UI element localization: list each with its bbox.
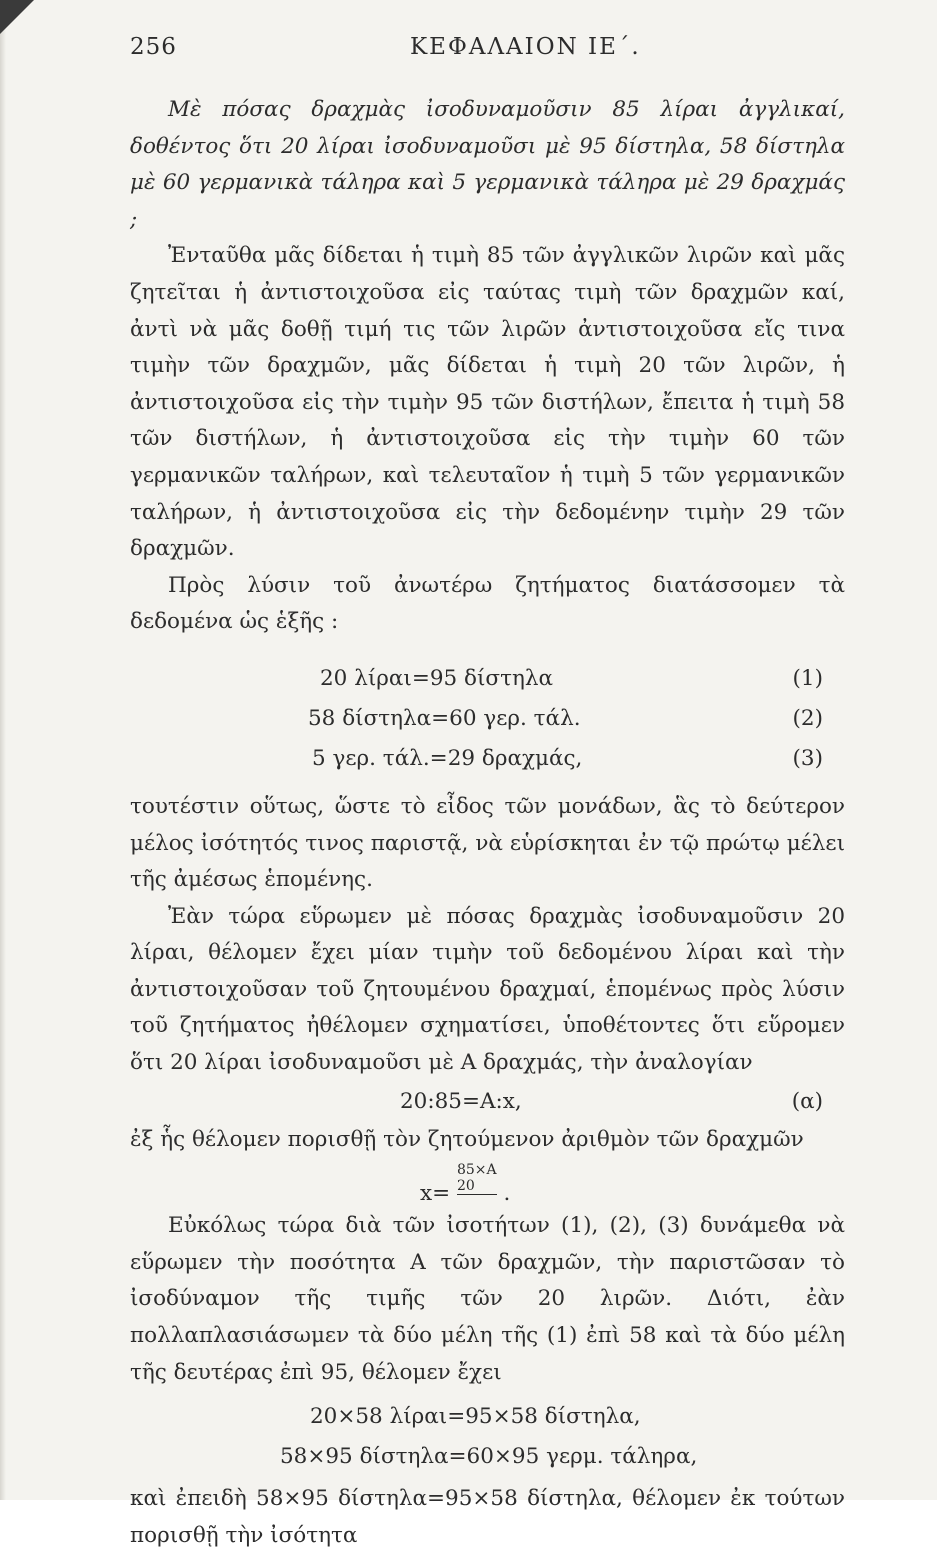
problem-statement: Μὲ πόσας δραχμὰς ἰσοδυναμοῦσιν 85 λίραι ἀγγλικαί, δοθέντος ὅτι 20 λίραι ἰσοδυναμοῦσι μὲ 95 δίστηλα, 58 δίστηλα μὲ 60 γερμανικὰ τάληρα καὶ 5 γερμανικὰ τάληρα μὲ 29 δραχμάς ; [130,97,845,232]
body-text [130,92,845,1554]
equation: 20 λίραι=95 δίστηλα [320,665,554,691]
equation-row [130,699,845,739]
equation-number: (3) [792,745,823,771]
numerator-text: 85×A [456,1162,497,1179]
equation-group [130,659,845,779]
paragraph: Εὐκόλως τώρα διὰ τῶν ἰσοτήτων (1), (2), (3) δυνάμεθα νὰ εὕρωμεν τὴν ποσότητα Α τῶν δραχμῶν, τὴν παριστῶσαν τὸ ἰσοδύναμον τῆς τιμῆς τῶν 20 λιρῶν. Διότι, ἐὰν πολλαπλασιάσωμεν τὰ δύο μέλη τῆς (1) ἐπὶ 58 καὶ τὰ δύο μέλη τῆς δευτέρας ἐπὶ 95, θέλομεν ἔχει [130,1213,845,1385]
equation-row [130,1437,845,1477]
proportion: 20:85=A:x, [400,1088,522,1114]
proportion-row [130,1082,845,1122]
paragraph: καὶ ἐπειδὴ 58×95 δίστηλα=95×58 δίστηλα, θέλομεν ἐκ τούτων πορισθῇ τὴν ἰσότητα [130,1486,845,1548]
denominator-text: 20 [456,1178,475,1195]
equation-row [130,1397,845,1437]
paragraph: Ἐνταῦθα μᾶς δίδεται ἡ τιμὴ 85 τῶν ἀγγλικῶν λιρῶν καὶ μᾶς ζητεῖται ἡ ἀντιστοιχοῦσα εἰς ταύτας τιμὴ τῶν δραχμῶν καί, ἀντὶ νὰ μᾶς δοθῇ τιμή τις τῶν λιρῶν ἀντιστοιχοῦσα εἴς τινα τιμὴν τῶν δραχμῶν, μᾶς δίδεται ἡ τιμὴ 20 τῶν λιρῶν, ἡ ἀντιστοιχοῦσα εἰς τὴν τιμὴν 95 τῶν διστήλων, ἔπειτα ἡ τιμὴ 58 τῶν διστήλων, ἡ ἀντιστοιχοῦσα εἰς τὴν τιμὴν 60 τῶν γερμανικῶν ταλήρων, καὶ τελευταῖον ἡ τιμὴ 5 τῶν γερμανικῶν ταλήρων, ἡ ἀντιστοιχοῦσα εἰς τὴν δεδομένην τιμὴν 29 τῶν δραχμῶν. [130,243,845,562]
page-number: 256 [130,34,177,60]
equation: 5 γερ. τάλ.=29 δραχμάς, [312,745,583,771]
paragraph: ἐξ ἧς θέλομεν πορισθῇ τὸν ζητούμενον ἀριθμὸν τῶν δραχμῶν [130,1126,804,1152]
paragraph: Πρὸς λύσιν τοῦ ἀνωτέρω ζητήματος διατάσσομεν τὰ δεδομένα ὡς ἑξῆς : [130,572,845,635]
paragraph: τουτέστιν οὕτως, ὥστε τὸ εἶδος τῶν μονάδων, ἃς τὸ δεύτερον μέλος ἰσότητός τινος παριστᾷ, νὰ εὑρίσκηται ἐν τῷ πρώτῳ μέλει τῆς ἀμέσως ἑπομένης. [130,793,845,893]
fraction-numerator [457,1162,497,1195]
equation-row [130,659,845,699]
fraction-row [130,1158,845,1208]
equation-group [130,1397,845,1477]
equation-row [130,739,845,779]
page-header [0,34,937,74]
equation-number: (α) [791,1088,823,1114]
equation: 58 δίστηλα=60 γερ. τάλ. [308,705,581,731]
equation-number: (2) [792,705,823,731]
paragraph: Ἐὰν τώρα εὕρωμεν μὲ πόσας δραχμὰς ἰσοδυναμοῦσιν 20 λίραι, θέλομεν ἔχει μίαν τιμὴν τοῦ δεδομένου λίραι καὶ τὴν ἀντιστοιχοῦσαν τοῦ ζητουμένου δραχμαί, ἑπομένως πρὸς λύσιν τοῦ ζητήματος ἠθέλομεν σχηματίσει, ὑποθέτοντες ὅτι εὕρομεν ὅτι 20 λίραι ἰσοδυναμοῦσι μὲ Α δραχμάς, τὴν ἀναλογίαν [130,903,845,1076]
fraction-equation [420,1162,510,1213]
chapter-heading: ΚΕΦΑΛΑΙΟΝ ΙΕ΄. [410,34,641,60]
equation: 20×58 λίραι=95×58 δίστηλα, [310,1404,641,1430]
fraction-tail: . [503,1181,511,1207]
folded-corner [0,0,34,34]
fraction-lhs: x= [420,1181,451,1207]
equation: 58×95 δίστηλα=60×95 γερμ. τάληρα, [280,1444,698,1470]
page-edge-shadow [0,0,6,1500]
equation-number: (1) [792,665,823,691]
